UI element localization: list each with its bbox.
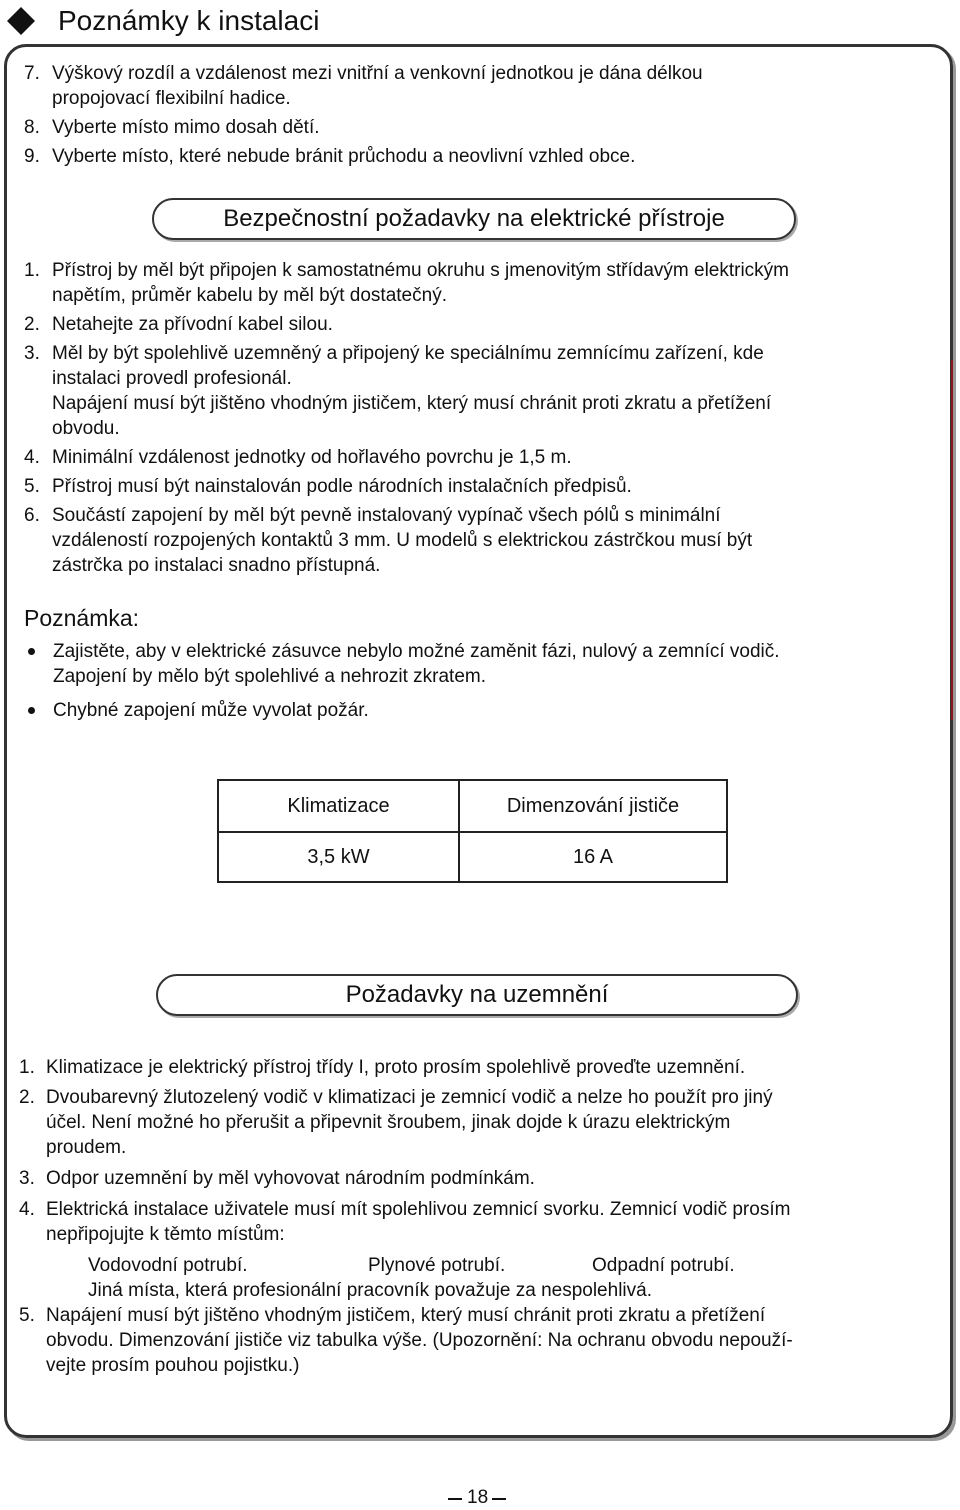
- electrical-item-line: instalaci provedl profesionál.: [52, 368, 292, 389]
- grounding-item-line: proudem.: [46, 1137, 127, 1158]
- grounding-item-line: obvodu. Dimenzování jističe viz tabulka výše. (Upozornění: Na ochranu obvodu nepouží-: [46, 1330, 793, 1351]
- grounding-item-number: 5.: [19, 1305, 35, 1326]
- grounding-item-number: 2.: [19, 1087, 35, 1108]
- table-header-row: [218, 780, 727, 832]
- electrical-item-line: zástrčka po instalaci snadno přístupná.: [52, 555, 381, 576]
- grounding-item-line: Odpor uzemnění by měl vyhovovat národním podmínkám.: [46, 1168, 535, 1189]
- electrical-item-line: obvodu.: [52, 418, 120, 439]
- grounding-item-number: 3.: [19, 1168, 35, 1189]
- electrical-item-number: 2.: [24, 314, 40, 335]
- table-cell: 16 A: [459, 832, 727, 882]
- note-bullet-line: Zajistěte, aby v elektrické zásuvce nebylo možné zaměnit fázi, nulový a zemnící vodič.: [53, 641, 780, 662]
- note-bullet-line: Chybné zapojení může vyvolat požár.: [53, 700, 369, 721]
- electrical-item-line: Přístroj musí být nainstalován podle národních instalačních předpisů.: [52, 476, 632, 497]
- forbidden-place: Odpadní potrubí.: [592, 1255, 735, 1276]
- electrical-item-line: Minimální vzdálenost jednotky od hořlavého povrchu je 1,5 m.: [52, 447, 572, 468]
- note-bullet-line: Zapojení by mělo být spolehlivé a nehrozit zkratem.: [53, 666, 486, 687]
- forbidden-other: Jiná místa, která profesionální pracovník považuje za nespolehlivá.: [88, 1280, 652, 1301]
- electrical-item-line: Napájení musí být jištěno vhodným jističem, který musí chránit proti zkratu a přetížení: [52, 393, 772, 414]
- grounding-item-number: 4.: [19, 1199, 35, 1220]
- grounding-item-number: 1.: [19, 1057, 35, 1078]
- install-note-number: 9.: [24, 146, 40, 167]
- grounding-item-line: nepřipojujte k těmto místům:: [46, 1224, 285, 1245]
- bullet-icon: [28, 648, 35, 655]
- electrical-section-header: [152, 198, 796, 240]
- table-cell: 3,5 kW: [218, 832, 459, 882]
- grounding-section-header: [156, 974, 798, 1016]
- page-number-dash: [448, 1498, 462, 1500]
- electrical-item-line: Netahejte za přívodní kabel silou.: [52, 314, 333, 335]
- table-header-cell: Klimatizace: [218, 780, 459, 832]
- grounding-item-line: Klimatizace je elektrický přístroj třídy I, proto prosím spolehlivě proveďte uzemnění.: [46, 1057, 746, 1078]
- electrical-item-number: 1.: [24, 260, 40, 281]
- electrical-section-title: Bezpečnostní požadavky na elektrické přístroje: [223, 205, 725, 232]
- table-header-cell: Dimenzování jističe: [459, 780, 727, 832]
- electrical-item-number: 3.: [24, 343, 40, 364]
- electrical-item-number: 4.: [24, 447, 40, 468]
- grounding-section-title: Požadavky na uzemnění: [345, 981, 609, 1008]
- page-title: Poznámky k instalaci: [58, 5, 320, 36]
- electrical-item-line: Součástí zapojení by měl být pevně instalovaný vypínač všech pólů s minimální: [52, 505, 721, 526]
- install-note-line: propojovací flexibilní hadice.: [52, 88, 291, 109]
- electrical-item-line: vzdáleností rozpojených kontaktů 3 mm. U modelů s elektrickou zástrčkou musí být: [52, 530, 753, 551]
- electrical-item-line: napětím, průměr kabelu by měl být dostatečný.: [52, 285, 447, 306]
- circuit-breaker-table: [217, 779, 728, 883]
- note-heading: Poznámka:: [24, 605, 140, 631]
- diamond-bullet-icon: [6, 6, 36, 36]
- install-note-line: Vyberte místo, které nebude bránit průchodu a neovlivní vzhled obce.: [52, 146, 636, 167]
- electrical-item-number: 6.: [24, 505, 40, 526]
- electrical-item-number: 5.: [24, 476, 40, 497]
- grounding-item-line: Dvoubarevný žlutozelený vodič v klimatizaci je zemnicí vodič a nelze ho použít pro jiný: [46, 1087, 773, 1108]
- bullet-icon: [28, 707, 35, 714]
- grounding-item-line: Napájení musí být jištěno vhodným jističem, který musí chránit proti zkratu a přetížení: [46, 1305, 766, 1326]
- page-edge-marker: [951, 360, 953, 720]
- grounding-item-line: Elektrická instalace uživatele musí mít spolehlivou zemnicí svorku. Zemnicí vodič prosím: [46, 1199, 791, 1220]
- grounding-item-line: účel. Není možné ho přerušit a připevnit šroubem, jinak dojde k úrazu elektrickým: [46, 1112, 731, 1133]
- grounding-item-line: vejte prosím pouhou pojistku.): [46, 1355, 300, 1376]
- electrical-item-line: Měl by být spolehlivě uzemněný a připojený ke speciálnímu zemnícímu zařízení, kde: [52, 343, 764, 364]
- install-note-number: 8.: [24, 117, 40, 138]
- forbidden-place: Vodovodní potrubí.: [88, 1255, 248, 1276]
- page-number-dash: [492, 1498, 506, 1500]
- install-note-line: Výškový rozdíl a vzdálenost mezi vnitřní a venkovní jednotkou je dána délkou: [52, 63, 703, 84]
- install-note-number: 7.: [24, 63, 40, 84]
- page-number: 18: [467, 1487, 489, 1508]
- install-note-line: Vyberte místo mimo dosah dětí.: [52, 117, 320, 138]
- electrical-item-line: Přístroj by měl být připojen k samostatnému okruhu s jmenovitým střídavým elektrickým: [52, 260, 790, 281]
- forbidden-place: Plynové potrubí.: [368, 1255, 506, 1276]
- table-row: [218, 832, 727, 882]
